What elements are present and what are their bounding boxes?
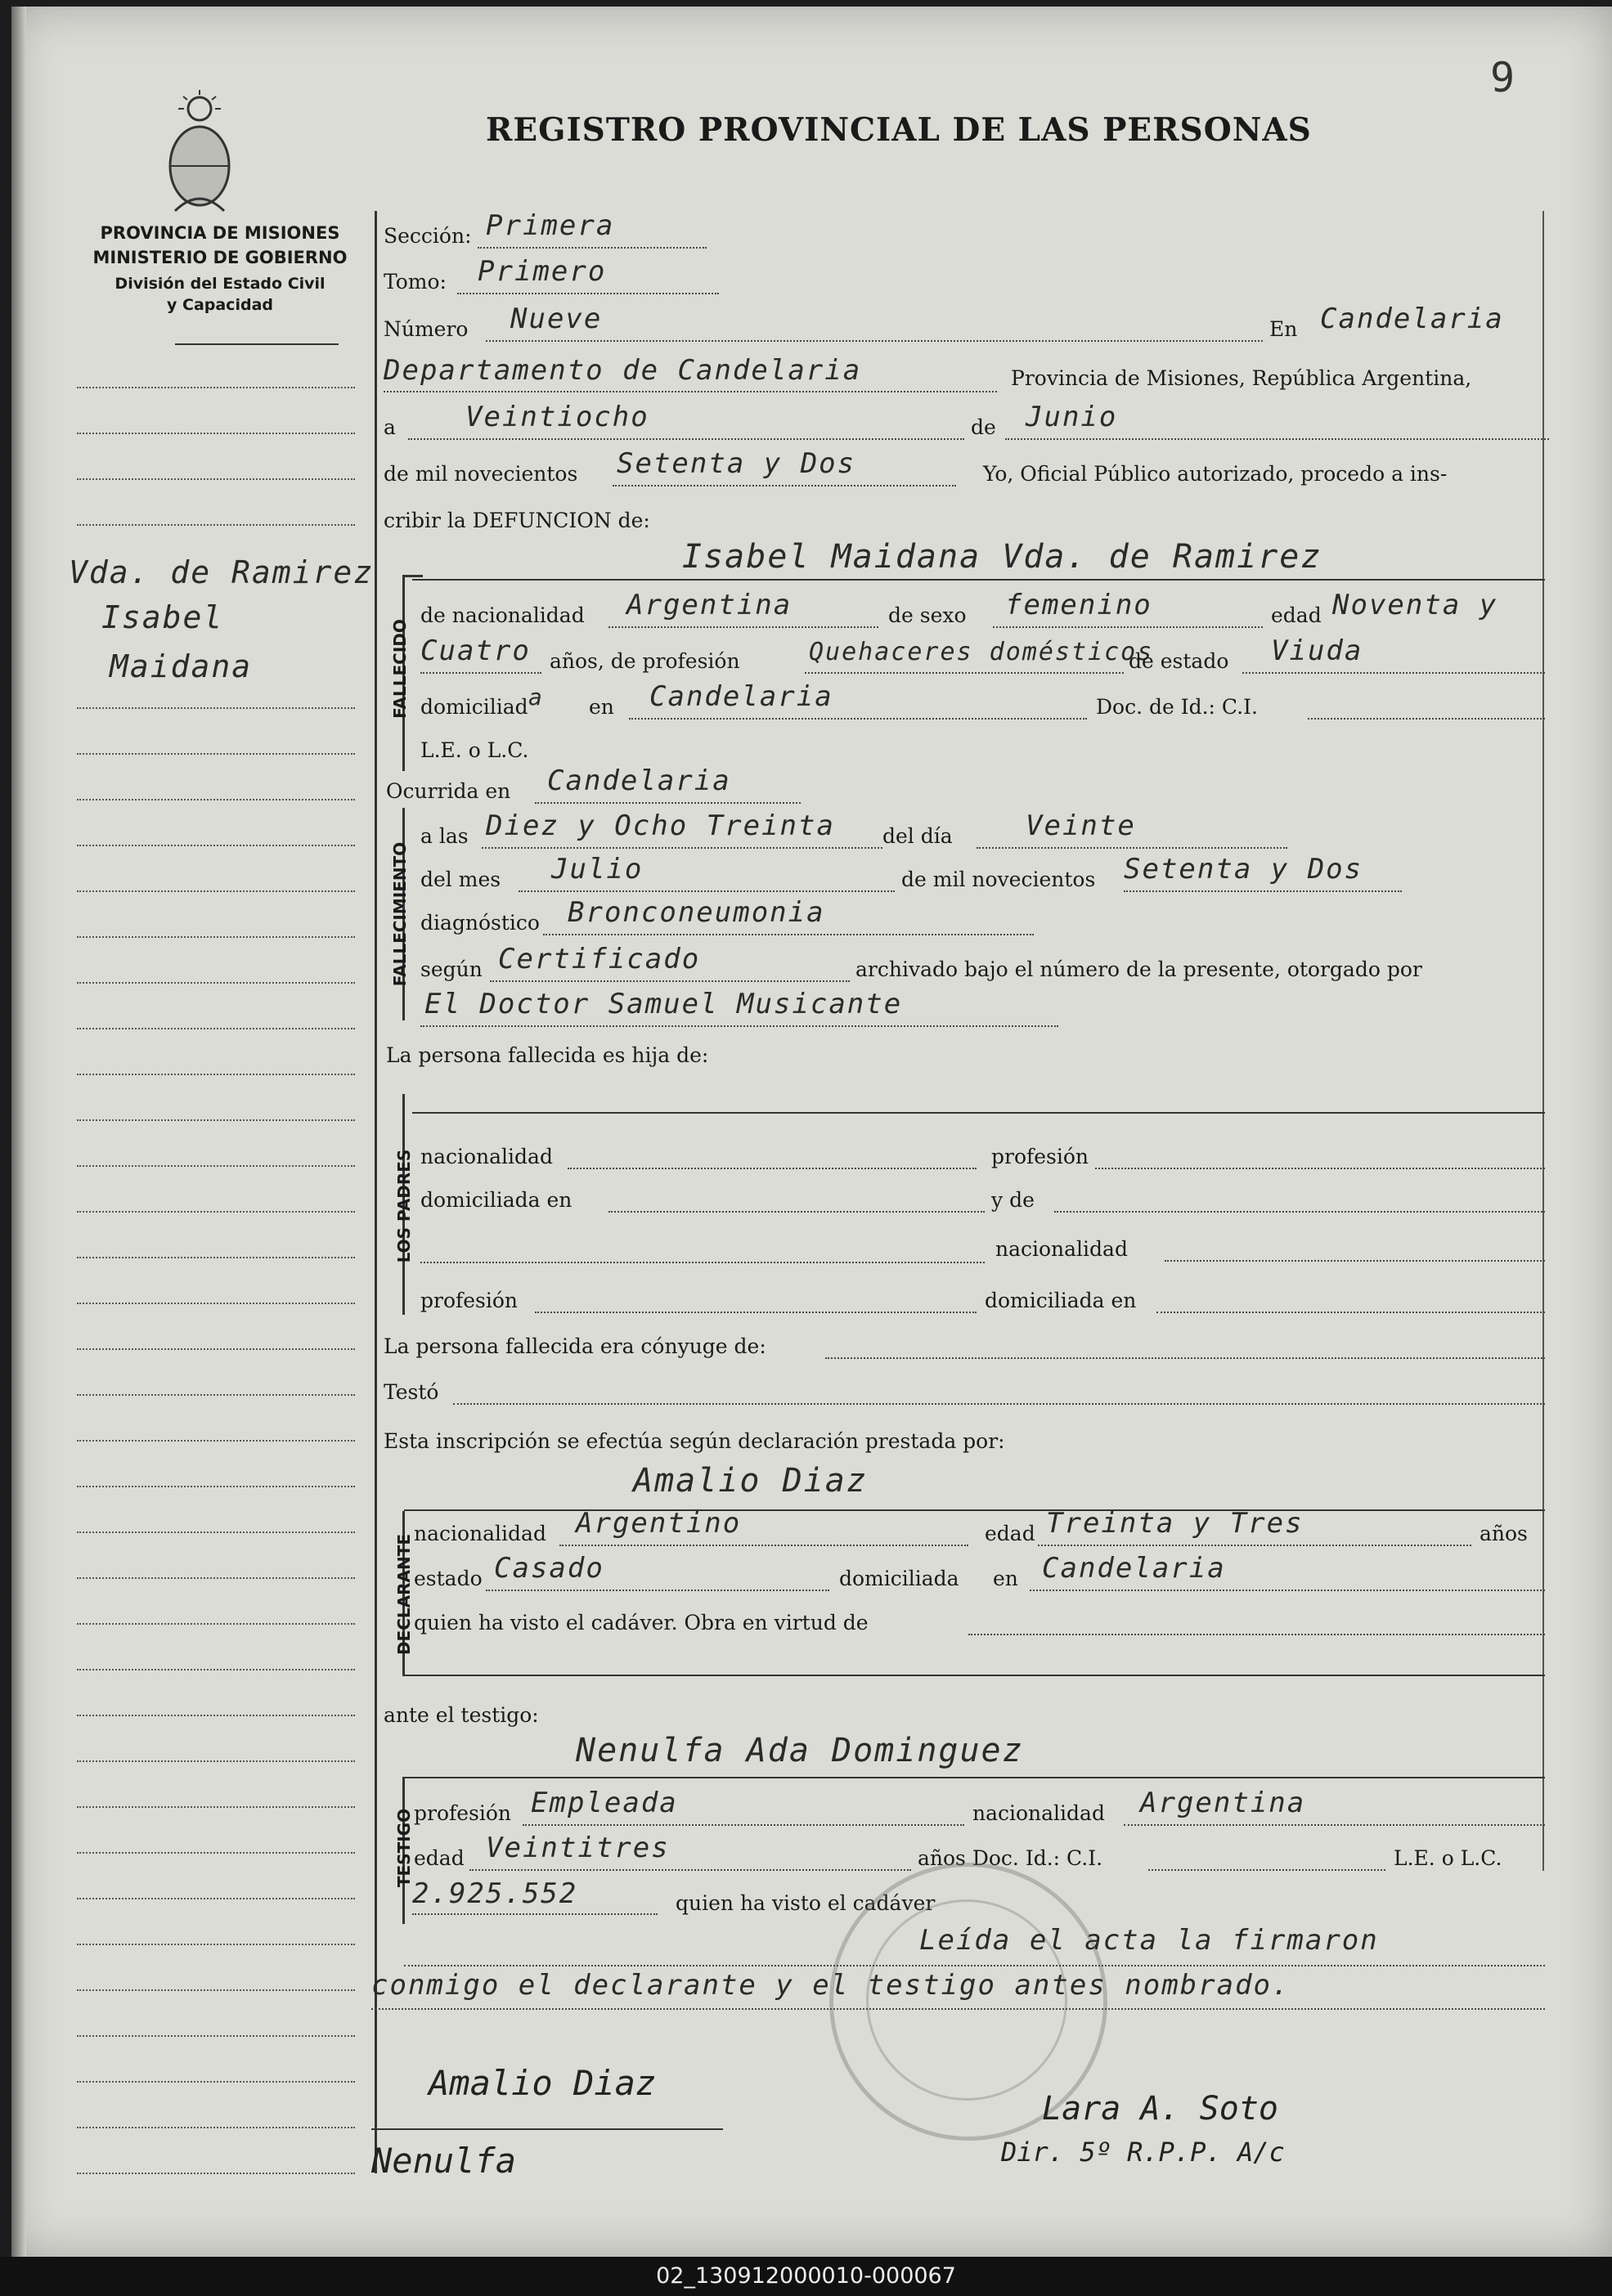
margin-rule [77, 1806, 355, 1808]
testigo-doc-label: años Doc. Id.: C.I. [918, 1846, 1103, 1870]
seccion-value: Primera [486, 209, 615, 242]
margin-rule [77, 753, 355, 755]
tomo-value: Primero [478, 255, 607, 288]
margin-rule [77, 1119, 355, 1121]
testigo-ci-line [412, 1913, 658, 1915]
de-label: de [971, 415, 996, 439]
declarante-edad-line [1038, 1545, 1471, 1546]
declarante-domiciliada-label: domiciliada [839, 1567, 959, 1590]
declarante-domicilio-value: Candelaria [1042, 1552, 1226, 1585]
dia-fallecimiento-value: Veinte [1026, 809, 1136, 842]
edad-value-1: Noventa y [1332, 589, 1498, 621]
declarante-section-label: DECLARANTE [394, 1533, 414, 1656]
binding-edge [11, 7, 26, 2257]
testigo-profesion-label: profesión [414, 1801, 512, 1825]
otorgado-value: El Doctor Samuel Musicante [424, 988, 903, 1020]
declarante-edad-value: Treinta y Tres [1046, 1507, 1304, 1540]
testigo-profesion-value: Empleada [531, 1787, 678, 1819]
coat-of-arms-icon [159, 88, 240, 215]
declarante-nacionalidad-value: Argentino [576, 1507, 742, 1540]
madre-domiciliada-label: domiciliada en [985, 1289, 1137, 1312]
testigo-ci-value: 2.925.552 [412, 1877, 578, 1910]
firma-oficial: Lara A. Soto [1042, 2090, 1278, 2128]
firma-oficial-cargo: Dir. 5º R.P.P. A/c [1001, 2137, 1285, 2168]
padre-domiciliada-line [608, 1211, 985, 1213]
margin-rule [77, 707, 355, 709]
division-heading [69, 273, 371, 316]
margin-note-line1: Vda. de Ramirez [69, 554, 375, 590]
declarante-edad-label: edad [985, 1522, 1035, 1545]
margin-rule [77, 1669, 355, 1670]
segun-label: según [420, 957, 483, 981]
hora-line [482, 847, 882, 849]
seccion-label: Sección: [384, 224, 472, 248]
departamento-value: Departamento de Candelaria [384, 354, 862, 387]
declarante-anios-label: años [1480, 1522, 1528, 1545]
margin-rule [77, 1394, 355, 1396]
ocurrida-line [535, 802, 801, 804]
testigo-profesion-line [523, 1824, 964, 1826]
domicilio-value: Candelaria [649, 680, 833, 713]
archivado-label: archivado bajo el número de la presente, otorgado por [855, 957, 1422, 981]
madre-profesion-label: profesión [420, 1289, 519, 1312]
domiciliad-label: domiciliad [420, 695, 528, 719]
ocurrida-value: Candelaria [547, 765, 731, 797]
declarante-quien-label: quien ha visto el cadáver. Obra en virtud de [414, 1611, 869, 1635]
margin-rule [77, 1852, 355, 1854]
testigo-nacionalidad-line [1124, 1824, 1545, 1826]
testigo-nombre: Nenulfa Ada Dominguez [576, 1732, 1024, 1769]
register-page [11, 7, 1612, 2257]
margin-rule [77, 478, 355, 480]
numero-value: Nueve [510, 303, 603, 335]
province-name: PROVINCIA DE MISIONES [100, 223, 340, 243]
padre-nacionalidad-label: nacionalidad [420, 1145, 553, 1168]
anio-fallecimiento-line [1124, 890, 1402, 892]
edad-value-2: Cuatro [420, 635, 531, 667]
page-number: 9 [1490, 54, 1515, 101]
dia-line [408, 438, 964, 440]
en-label: En [1269, 317, 1298, 341]
mes-line [1005, 438, 1549, 440]
margin-rule [77, 2035, 355, 2037]
padre-profesion-label: profesión [991, 1145, 1089, 1168]
anio-fallecimiento-value: Setenta y Dos [1124, 853, 1363, 886]
nacionalidad-line [608, 626, 878, 628]
declarante-en-label: en [993, 1567, 1018, 1590]
margin-rule [77, 2127, 355, 2128]
division-name: División del Estado Civil [115, 275, 326, 293]
diagnostico-label: diagnóstico [420, 911, 540, 935]
dia-fallecimiento-line [977, 847, 1287, 849]
domicilio-en-label: en [589, 695, 614, 719]
seccion-line [478, 247, 707, 249]
tomo-line [457, 293, 719, 294]
edad2-line [420, 672, 541, 674]
estado-label: de estado [1129, 649, 1229, 673]
ocurrida-label: Ocurrida en [386, 779, 511, 803]
testigo-nacionalidad-label: nacionalidad [972, 1801, 1105, 1825]
testo-line [453, 1403, 1545, 1405]
numero-label: Número [384, 317, 469, 341]
conyuge-label: La persona fallecida era cónyuge de: [384, 1334, 766, 1358]
margin-rule [77, 1348, 355, 1350]
madre-nacionalidad-line [1165, 1260, 1545, 1262]
tomo-label: Tomo: [384, 270, 447, 294]
testigo-quien-label: quien ha visto el cadáver [676, 1891, 936, 1915]
declarante-obra-line [968, 1634, 1545, 1635]
provincia-label: Provincia de Misiones, República Argentina, [1011, 366, 1472, 390]
margin-rule [77, 387, 355, 388]
margin-rule [77, 524, 355, 526]
estado-line [1242, 672, 1545, 674]
anio-value: Setenta y Dos [617, 447, 856, 480]
testigo-edad-label: edad [414, 1846, 465, 1870]
testigo-edad-value: Veintitres [486, 1832, 670, 1864]
padre-domiciliada-label: domiciliada en [420, 1188, 573, 1212]
margin-rule [77, 1440, 355, 1442]
diagnostico-line [543, 934, 1034, 935]
anio-fallecimiento-label: de mil novecientos [901, 868, 1096, 891]
firma-testigo: Nenulfa [371, 2141, 517, 2181]
page-title: REGISTRO PROVINCIAL DE LAS PERSONAS [486, 111, 1312, 149]
ministry-name: MINISTERIO DE GOBIERNO [92, 248, 348, 267]
a-label: a [384, 415, 396, 439]
margin-rule [77, 1303, 355, 1304]
declarante-estado-line [486, 1590, 829, 1591]
madre-profesion-line [535, 1312, 977, 1313]
main-border-left [375, 211, 377, 2173]
sexo-line [993, 626, 1263, 628]
testigo-le-label: L.E. o L.C. [1394, 1846, 1502, 1870]
madre-nombre-line [1054, 1211, 1545, 1213]
main-border-right [1542, 211, 1544, 1871]
fallecido-bar-top [402, 575, 423, 577]
declarante-estado-value: Casado [494, 1552, 604, 1585]
margin-rule [77, 1165, 355, 1167]
diagnostico-value: Bronconeumonia [568, 896, 825, 929]
sexo-label: de sexo [888, 603, 967, 627]
margin-note-line3: Maidana [110, 648, 253, 684]
cierre-line2: conmigo el declarante y el testigo antes nombrado. [371, 1969, 1291, 2002]
margin-rule [77, 1989, 355, 1991]
margin-rule [77, 936, 355, 938]
declaracion-label: Esta inscripción se efectúa según declaración prestada por: [384, 1429, 1005, 1453]
cierre-line1-rule [404, 1965, 1545, 1966]
departamento-line [384, 391, 997, 392]
fallecido-nombre-line [412, 579, 1545, 581]
margin-rule [77, 1074, 355, 1075]
fallecido-section-label: FALLECIDO [390, 619, 410, 719]
margin-rule [77, 1623, 355, 1625]
del-dia-label: del día [882, 824, 953, 848]
margin-rule [77, 1715, 355, 1716]
nacionalidad-value: Argentina [626, 589, 793, 621]
fallecido-nombre: Isabel Maidana Vda. de Ramirez [682, 538, 1322, 576]
margin-rule [77, 1577, 355, 1579]
margin-note-line2: Isabel [101, 599, 224, 635]
declarante-bottom-line [402, 1675, 1545, 1676]
doc-line [1308, 718, 1545, 720]
padre-nacionalidad-line [568, 1168, 977, 1169]
margin-rule [77, 1760, 355, 1762]
segun-line [490, 980, 850, 982]
edad-label: edad [1271, 603, 1322, 627]
firma-declarante: Amalio Diaz [429, 2063, 657, 2103]
testigo-section-label: TESTIGO [394, 1808, 414, 1888]
nacionalidad-label: de nacionalidad [420, 603, 585, 627]
cierre-line1: Leída el acta la firmaron [919, 1924, 1379, 1957]
hora-value: Diez y Ocho Treinta [486, 809, 835, 842]
estado-value: Viuda [1271, 635, 1363, 667]
declarante-nombre: Amalio Diaz [633, 1462, 868, 1500]
fallecimiento-section-label: FALLECIMIENTO [390, 841, 410, 987]
declarante-nacionalidad-label: nacionalidad [414, 1522, 546, 1545]
y-de-label: y de [991, 1188, 1035, 1212]
margin-rule [77, 1211, 355, 1213]
anios-profesion-label: años, de profesión [550, 649, 740, 673]
testigo-nombre-line [404, 1777, 1545, 1778]
cierre-line2-rule [371, 2008, 1545, 2010]
testo-label: Testó [384, 1380, 439, 1404]
margin-rule [77, 433, 355, 434]
province-heading [69, 221, 371, 270]
margin-rule [77, 2081, 355, 2083]
yo-label: Yo, Oficial Público autorizado, procedo a ins- [983, 462, 1448, 486]
margin-rule [77, 1531, 355, 1533]
a-las-label: a las [420, 824, 469, 848]
numero-line [486, 340, 1263, 342]
padre-profesion-line [1095, 1168, 1545, 1169]
margin-rule [77, 982, 355, 984]
madre-domiciliada-line [1156, 1312, 1545, 1313]
otorgado-line [420, 1025, 1058, 1027]
sexo-value: femenino [1005, 589, 1152, 621]
margin-rule [77, 1898, 355, 1899]
conyuge-line [825, 1357, 1545, 1359]
margin-rule [77, 1028, 355, 1029]
division-sub: y Capacidad [167, 296, 273, 314]
margin-rule [77, 2173, 355, 2174]
declarante-domicilio-line [1030, 1590, 1545, 1591]
margin-rule [77, 1257, 355, 1258]
testigo-nacionalidad-value: Argentina [1140, 1787, 1306, 1819]
madre-nacionalidad-label: nacionalidad [995, 1237, 1128, 1261]
hija-label: La persona fallecida es hija de: [386, 1043, 709, 1067]
doc-label: Doc. de Id.: C.I. [1096, 695, 1258, 719]
margin-rule [77, 890, 355, 892]
mes-fallecimiento-line [519, 890, 895, 892]
mes-fallecimiento-value: Julio [551, 853, 644, 886]
header-underline [175, 343, 339, 345]
testigo-edad-line [469, 1869, 911, 1871]
anio-label: de mil novecientos [384, 462, 578, 486]
footer-code: 02_130912000010-000067 [0, 2257, 1612, 2296]
testigo-doc-line [1148, 1869, 1385, 1871]
profesion-line [805, 672, 1124, 674]
firma-declarante-line [371, 2128, 723, 2130]
mes-value: Junio [1026, 401, 1118, 433]
margin-rule [77, 1944, 355, 1945]
anio-line [613, 485, 956, 487]
declarante-nacionalidad-line [559, 1545, 968, 1546]
segun-value: Certificado [498, 943, 701, 975]
declarante-estado-label: estado [414, 1567, 483, 1590]
inscribir-label: cribir la DEFUNCION de: [384, 509, 650, 532]
margin-rule [77, 799, 355, 800]
madre-extra-line [420, 1262, 985, 1263]
en-value: Candelaria [1320, 303, 1504, 335]
domiciliad-suffix: a [528, 684, 544, 711]
profesion-value: Quehaceres domésticos [809, 638, 1154, 666]
ante-testigo-label: ante el testigo: [384, 1703, 539, 1727]
le-label: L.E. o L.C. [420, 738, 529, 762]
margin-rule [77, 1486, 355, 1487]
padre-nombre-line [412, 1112, 1545, 1114]
dia-value: Veintiocho [465, 401, 649, 433]
padres-section-label: LOS PADRES [394, 1149, 414, 1263]
domicilio-line [629, 718, 1087, 720]
margin-rule [77, 845, 355, 846]
del-mes-label: del mes [420, 868, 501, 891]
